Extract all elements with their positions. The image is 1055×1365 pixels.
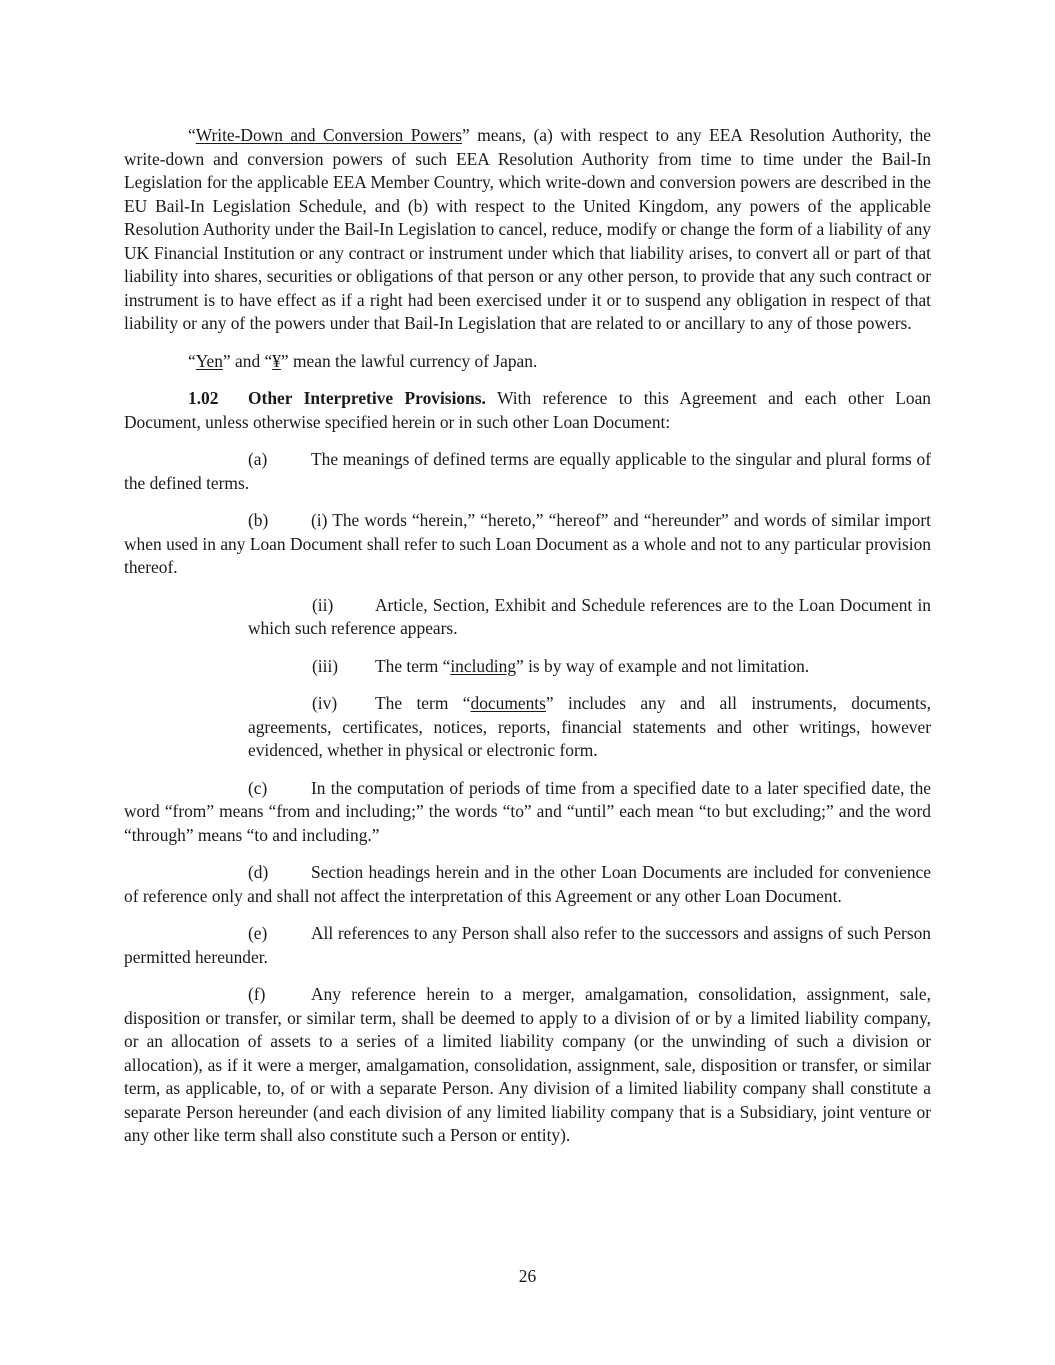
clause-label: (d) [248,862,269,882]
clause-label: (b) [248,510,269,530]
clause-b-iv [124,692,931,763]
clause-a [124,448,931,495]
defined-term: including [450,655,517,676]
clause-f [124,983,931,1148]
quote-connector: ” and “ [222,350,273,371]
definition-yen [124,350,931,374]
clause-text: In the computation of periods of time from a specified date to a later specified date, the word “from” means “from and including;” the words “to” and “until” each mean “to but excluding;” and the word “through” means “to and including.” [124,777,931,845]
subclause-text: ” is by way of example and not limitation. [516,655,810,676]
definition-write-down-and-conversion-powers [124,124,931,336]
clause-c [124,777,931,848]
open-quote: “ [188,350,196,371]
section-number: 1.02 [188,388,219,408]
subclause-label: (ii) [312,594,334,615]
defined-term: documents [470,693,546,713]
document-page [124,124,931,1148]
subclause-text: The term “ [375,693,471,713]
clause-label: (f) [248,984,266,1004]
defined-term-yen-symbol: ¥ [272,350,281,371]
clause-text: (i) The words “herein,” “hereto,” “hereof” and “hereunder” and words of similar import when used in any Loan Document shall refer to such Loan Document as a whole and not to any particular provision thereof. [124,510,931,577]
subclause-text: ” includes any and all instruments, documents, agreements, certificates, notices, reports, financial statements and other writings, however evidenced, whether in physical or electronic form. [248,693,931,760]
defined-term: Write-Down and Conversion Powers [195,125,462,145]
section-1-02 [124,387,931,434]
page-number: 26 [518,1266,537,1286]
clause-b-iii [124,655,931,679]
clause-e [124,922,931,969]
clause-label: (a) [248,449,268,469]
clause-label: (e) [248,923,268,943]
clause-text: The meanings of defined terms are equally applicable to the singular and plural forms of the defined terms. [124,449,931,493]
defined-term-yen: Yen [195,350,223,371]
section-heading: Other Interpretive Provisions. [248,388,486,408]
clause-b [124,509,931,580]
clause-d [124,861,931,908]
clause-text: Any reference herein to a merger, amalgamation, consolidation, assignment, sale, disposition or transfer, or similar term, shall be deemed to apply to a division of or by a limited liability company, or an allocation of assets to a series of a limited liability company (or the unwinding of such a division or allocation), as if it were a merger, amalgamation, consolidation, assignment, sale, disposition or transfer, or similar term, as applicable, to, of or with a separate Person. Any division of a limited liability company shall constitute a separate Person hereunder (and each division of any limited liability company that is a Subsidiary, joint venture or any other like term shall also constitute such a Person or entity). [124,984,931,1145]
subclause-text: Article, Section, Exhibit and Schedule references are to the Loan Document in which such reference appears. [248,594,931,638]
subclause-text: The term “ [375,655,451,676]
clause-text: Section headings herein and in the other Loan Documents are included for convenience of reference only and shall not affect the interpretation of this Agreement or any other Loan Document. [124,862,931,906]
subclause-label: (iii) [312,655,339,676]
subclause-label: (iv) [312,693,338,713]
definition-text: ” mean the lawful currency of Japan. [280,350,538,371]
open-quote: “ [188,125,196,145]
clause-b-ii [124,594,931,641]
clause-label: (c) [248,777,268,798]
clause-text: All references to any Person shall also refer to the successors and assigns of such Person permitted hereunder. [124,923,931,967]
section-text: With reference to this Agreement and each other Loan Document, unless otherwise specified herein or in such other Loan Document: [124,388,931,432]
definition-text: ” means, (a) with respect to any EEA Resolution Authority, the write-down and conversion powers of such EEA Resolution Authority from time to time under the Bail-In Legislation for the applicable EEA Member Country, which write-down and conversion powers are described in the EU Bail-In Legislation Schedule, and (b) with respect to the United Kingdom, any powers of the applicable Resolution Authority under the Bail-In Legislation to cancel, reduce, modify or change the form of a liability of any UK Financial Institution or any contract or instrument under which that liability arises, to convert all or part of that liability into shares, securities or obligations of that person or any other person, to provide that any such contract or instrument is to have effect as if a right had been exercised under it or to suspend any obligation in respect of that liability or any of the powers under that Bail-In Legislation that are related to or ancillary to any of those powers. [124,125,932,333]
